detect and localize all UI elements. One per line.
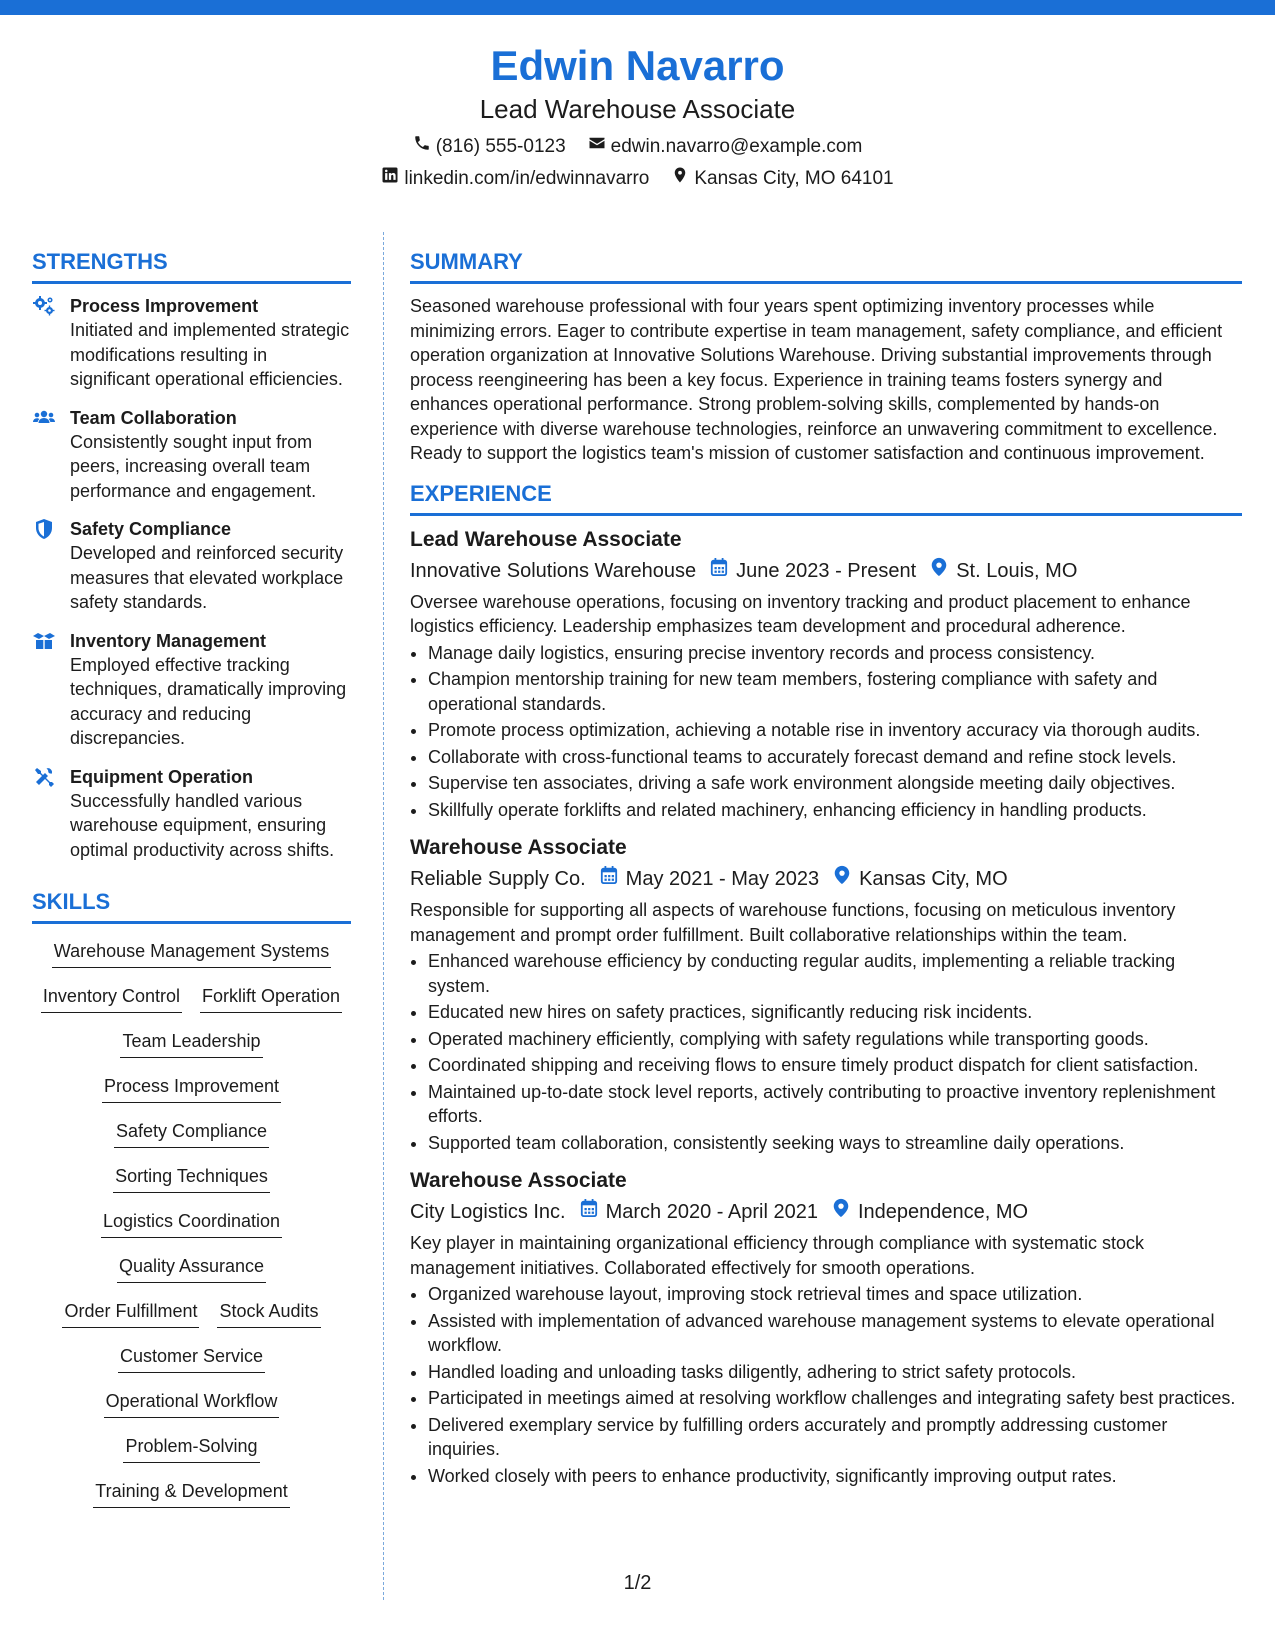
skill-row [32,1478,351,1523]
strength-desc: Consistently sought input from peers, increasing overall team performance and engagement. [70,431,317,501]
date-range: June 2023 - Present [736,559,917,582]
map-pin-icon [832,1197,850,1227]
job-bullet: • Participated in meetings aimed at resolving workflow challenges and integrating safety best practices. [428,1386,1242,1411]
strength-item [32,629,351,751]
skill-row [32,1253,351,1298]
skill-tag: Problem-Solving [123,1433,259,1463]
calendar-icon [600,864,618,894]
skill-tag: Forklift Operation [200,983,342,1013]
job-description: Responsible for supporting all aspects of warehouse functions, focusing on meticulous inventory management and prompt order fulfillment. Built collaborative relationships within the team. [410,900,1176,945]
envelope-icon [588,132,606,162]
calendar-icon [710,556,728,586]
job-description: Key player in maintaining organizational efficiency through compliance with systematic stock management initiatives. Collaborated effectively for smooth operations. [410,1233,1145,1278]
strengths-heading: STRENGTHS [32,248,351,284]
linkedin-contact[interactable] [381,164,649,194]
candidate-role: Lead Warehouse Associate [479,94,796,124]
resume-header [0,40,1275,194]
job-bullet: • Coordinated shipping and receiving flows to ensure timely product dispatch for client satisfaction. [428,1053,1242,1078]
skill-tag: Stock Audits [217,1298,320,1328]
map-pin-icon [930,556,948,586]
skills-list [32,938,351,1523]
job-bullet: • Educated new hires on safety practices, significantly reducing risk incidents. [428,1000,1242,1025]
job-bullets [410,949,1242,1155]
skill-row [32,938,351,983]
job-bullet: • Manage daily logistics, ensuring precise inventory records and process consistency. [428,641,1242,666]
skills-heading: SKILLS [32,888,351,924]
calendar-icon [580,1197,598,1227]
skill-row [32,1118,351,1163]
job-bullet: • Assisted with implementation of advanced warehouse management systems to elevate operational workflow. [428,1309,1242,1358]
experience-heading: EXPERIENCE [410,480,1242,516]
email-address[interactable]: edwin.navarro@example.com [610,136,863,157]
job-bullet: • Supervise ten associates, driving a safe work environment alongside meeting daily objectives. [428,771,1242,796]
tools-icon [32,765,56,789]
skill-row [32,1073,351,1118]
contact-row-1 [0,132,1275,162]
job-bullet: • Organized warehouse layout, improving stock retrieval times and space utilization. [428,1282,1242,1307]
column-divider [383,232,384,1600]
skill-tag: Inventory Control [41,983,182,1013]
strength-desc: Initiated and implemented strategic modifications resulting in significant operational efficiencies. [70,320,350,389]
skill-row [32,1343,351,1388]
strength-item [32,406,351,504]
strength-desc: Developed and reinforced security measures that elevated workplace safety standards. [70,543,344,612]
contact-row-2 [0,164,1275,194]
job-bullet: • Promote process optimization, achieving a notable rise in inventory accuracy via thorough audits. [428,718,1242,743]
location-text: Kansas City, MO 64101 [694,168,894,189]
skill-tag: Order Fulfillment [62,1298,199,1328]
skill-tag: Safety Compliance [114,1118,269,1148]
job-entry [410,1167,1242,1488]
job-bullet: • Delivered exemplary service by fulfilling orders accurately and promptly addressing customer inquiries. [428,1413,1242,1462]
skill-row [32,1388,351,1433]
experience-list [410,526,1242,1489]
strength-title: Inventory Management [70,630,267,651]
email-contact[interactable] [588,132,863,162]
job-dates [600,864,819,894]
job-meta [410,556,1242,586]
strength-title: Process Improvement [70,296,259,316]
location-text: Independence, MO [857,1201,1029,1223]
skill-tag: Team Leadership [120,1028,262,1058]
company-name: Innovative Solutions Warehouse [410,559,697,582]
job-title: Lead Warehouse Associate [410,527,682,551]
skill-tag: Sorting Techniques [113,1163,270,1193]
page-number: 1/2 [623,1572,652,1594]
job-dates [710,556,916,586]
skill-row [32,1433,351,1478]
left-column [32,248,351,1523]
job-bullet: • Collaborate with cross-functional teams to accurately forecast demand and refine stock levels. [428,745,1242,770]
phone-contact [413,132,566,162]
job-location [833,864,1008,894]
skill-tag: Customer Service [118,1343,265,1373]
job-bullet: • Skillfully operate forklifts and related machinery, enhancing efficiency in handling products. [428,798,1242,823]
skill-row [32,1298,351,1343]
location-text: Kansas City, MO [859,868,1008,890]
strength-title: Team Collaboration [70,407,237,428]
job-bullet: • Supported team collaboration, consistently seeking ways to streamline daily operations. [428,1131,1242,1156]
skill-row [32,1163,351,1208]
date-range: March 2020 - April 2021 [605,1201,818,1223]
skill-tag: Warehouse Management Systems [52,938,331,968]
linkedin-url[interactable]: linkedin.com/in/edwinnavarro [404,168,650,189]
strength-desc: Successfully handled various warehouse equipment, ensuring optimal productivity across shifts. [70,790,335,860]
job-meta [410,1197,1242,1227]
candidate-name: Edwin Navarro [490,42,785,89]
job-bullet: • Worked closely with peers to enhance productivity, significantly improving output rates. [428,1464,1242,1489]
shield-icon [32,517,56,541]
strength-title: Safety Compliance [70,519,232,539]
phone-icon [413,132,431,162]
skill-row [32,1028,351,1073]
job-entry [410,834,1242,1155]
job-location [832,1197,1028,1227]
strength-item [32,294,351,392]
job-bullet: • Maintained up-to-date stock level reports, actively contributing to proactive inventory replenishment efforts. [428,1080,1242,1129]
job-location [930,556,1077,586]
job-title: Warehouse Associate [410,1169,627,1192]
linkedin-icon [381,164,399,194]
top-accent-bar [0,0,1275,15]
strength-item [32,765,351,863]
job-bullet: • Operated machinery efficiently, complying with safety regulations while transporting goods. [428,1027,1242,1052]
skill-tag: Operational Workflow [104,1388,280,1418]
job-bullets [410,1282,1242,1488]
location-contact [671,164,893,194]
job-meta [410,864,1242,894]
job-entry [410,526,1242,823]
box-open-icon [32,629,56,653]
summary-text: Seasoned warehouse professional with four years spent optimizing inventory processes while minimizing errors. Eager to contribute expertise in team management, safety compliance, and efficient operation organization at Innovative Solutions Warehouse. Driving substantial improvements through process reengineering has been a key focus. Experience in training teams fosters synergy and enhances operational performance. Strong problem-solving skills, complemented by hands-on experience with diverse warehouse technologies, reinforce an unwavering commitment to excellence. Ready to support the logistics team's mission of customer satisfaction and continuous improvement. [410,296,1223,463]
skill-tag: Training & Development [93,1478,289,1508]
skill-row [32,983,351,1028]
skill-tag: Quality Assurance [117,1253,266,1283]
map-pin-icon [671,164,689,194]
job-dates [580,1197,818,1227]
location-text: St. Louis, MO [956,559,1078,582]
job-bullet: • Handled loading and unloading tasks diligently, adhering to strict safety protocols. [428,1360,1242,1385]
gears-icon [32,294,56,318]
phone-number: (816) 555-0123 [435,136,566,157]
skill-tag: Process Improvement [102,1073,281,1103]
strength-title: Equipment Operation [70,766,254,787]
map-pin-icon [833,864,851,894]
job-bullet: • Champion mentorship training for new team members, fostering compliance with safety and operational standards. [428,667,1242,716]
skill-tag: Logistics Coordination [101,1208,282,1238]
skill-row [32,1208,351,1253]
strength-item [32,517,351,615]
job-title: Warehouse Associate [410,836,627,859]
summary-heading: SUMMARY [410,248,1242,284]
job-bullets [410,641,1242,823]
job-description: Oversee warehouse operations, focusing on inventory tracking and product placement to enhance logistics efficiency. Leadership emphasizes team development and procedural adherence. [410,591,1191,636]
company-name: Reliable Supply Co. [410,868,586,890]
strength-desc: Employed effective tracking techniques, dramatically improving accuracy and reducing discrepancies. [70,654,347,748]
right-column [410,248,1242,1500]
users-icon [32,406,56,430]
company-name: City Logistics Inc. [410,1201,566,1223]
date-range: May 2021 - May 2023 [625,868,820,890]
job-bullet: • Enhanced warehouse efficiency by conducting regular audits, implementing a reliable tracking system. [428,949,1242,998]
